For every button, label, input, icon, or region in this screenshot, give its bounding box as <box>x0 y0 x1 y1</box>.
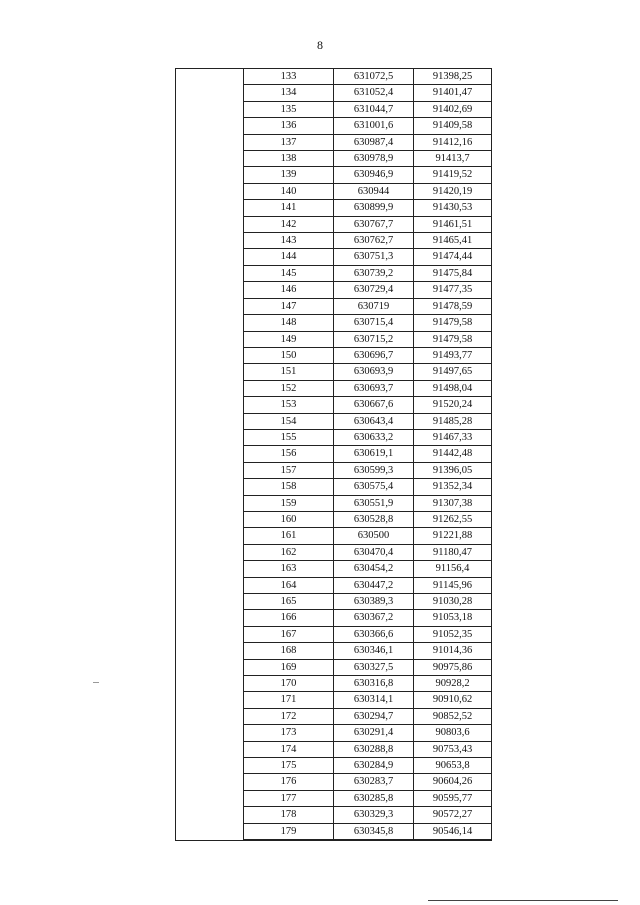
y-coordinate-cell: 91461,51 <box>414 216 492 232</box>
x-coordinate-cell: 630978,9 <box>334 151 414 167</box>
y-coordinate-cell: 90753,43 <box>414 741 492 757</box>
y-coordinate-cell: 90910,62 <box>414 692 492 708</box>
point-number-cell: 171 <box>244 692 334 708</box>
x-coordinate-cell: 631044,7 <box>334 101 414 117</box>
point-number-cell: 141 <box>244 200 334 216</box>
x-coordinate-cell: 630946,9 <box>334 167 414 183</box>
point-number-cell: 146 <box>244 282 334 298</box>
y-coordinate-cell: 90546,14 <box>414 823 492 840</box>
point-number-cell: 168 <box>244 643 334 659</box>
y-coordinate-cell: 91497,65 <box>414 364 492 380</box>
x-coordinate-cell: 630294,7 <box>334 708 414 724</box>
y-coordinate-cell: 91478,59 <box>414 298 492 314</box>
y-coordinate-cell: 91307,38 <box>414 495 492 511</box>
x-coordinate-cell: 630288,8 <box>334 741 414 757</box>
point-number-cell: 157 <box>244 462 334 478</box>
y-coordinate-cell: 91156,4 <box>414 561 492 577</box>
x-coordinate-cell: 630389,3 <box>334 594 414 610</box>
y-coordinate-cell: 90928,2 <box>414 676 492 692</box>
point-number-cell: 162 <box>244 544 334 560</box>
point-number-cell: 144 <box>244 249 334 265</box>
footer-rule <box>428 900 618 901</box>
x-coordinate-cell: 630729,4 <box>334 282 414 298</box>
y-coordinate-cell: 91467,33 <box>414 429 492 445</box>
y-coordinate-cell: 91465,41 <box>414 233 492 249</box>
point-number-cell: 177 <box>244 790 334 806</box>
y-coordinate-cell: 91485,28 <box>414 413 492 429</box>
x-coordinate-cell: 630575,4 <box>334 479 414 495</box>
x-coordinate-cell: 630696,7 <box>334 347 414 363</box>
x-coordinate-cell: 630314,1 <box>334 692 414 708</box>
y-coordinate-cell: 91413,7 <box>414 151 492 167</box>
y-coordinate-cell: 91430,53 <box>414 200 492 216</box>
point-number-cell: 152 <box>244 380 334 396</box>
point-number-cell: 169 <box>244 659 334 675</box>
point-number-cell: 134 <box>244 85 334 101</box>
y-coordinate-cell: 91419,52 <box>414 167 492 183</box>
x-coordinate-cell: 630751,3 <box>334 249 414 265</box>
point-number-cell: 176 <box>244 774 334 790</box>
point-number-cell: 147 <box>244 298 334 314</box>
x-coordinate-cell: 630329,3 <box>334 807 414 823</box>
point-number-cell: 149 <box>244 331 334 347</box>
y-coordinate-cell: 91402,69 <box>414 101 492 117</box>
point-number-cell: 179 <box>244 823 334 840</box>
point-number-cell: 167 <box>244 626 334 642</box>
x-coordinate-cell: 631001,6 <box>334 118 414 134</box>
y-coordinate-cell: 91053,18 <box>414 610 492 626</box>
point-number-cell: 173 <box>244 725 334 741</box>
point-number-cell: 178 <box>244 807 334 823</box>
point-number-cell: 153 <box>244 397 334 413</box>
x-coordinate-cell: 630345,8 <box>334 823 414 840</box>
x-coordinate-cell: 630693,7 <box>334 380 414 396</box>
y-coordinate-cell: 91420,19 <box>414 183 492 199</box>
y-coordinate-cell: 91396,05 <box>414 462 492 478</box>
y-coordinate-cell: 90604,26 <box>414 774 492 790</box>
y-coordinate-cell: 90653,8 <box>414 758 492 774</box>
point-number-cell: 154 <box>244 413 334 429</box>
x-coordinate-cell: 630346,1 <box>334 643 414 659</box>
point-number-cell: 155 <box>244 429 334 445</box>
point-number-cell: 143 <box>244 233 334 249</box>
y-coordinate-cell: 91030,28 <box>414 594 492 610</box>
point-number-cell: 175 <box>244 758 334 774</box>
x-coordinate-cell: 630715,2 <box>334 331 414 347</box>
x-coordinate-cell: 630599,3 <box>334 462 414 478</box>
y-coordinate-cell: 91052,35 <box>414 626 492 642</box>
x-coordinate-cell: 630500 <box>334 528 414 544</box>
page-number: 8 <box>317 38 323 52</box>
x-coordinate-cell: 630633,2 <box>334 429 414 445</box>
x-coordinate-cell: 630667,6 <box>334 397 414 413</box>
x-coordinate-cell: 630715,4 <box>334 315 414 331</box>
point-number-cell: 158 <box>244 479 334 495</box>
y-coordinate-cell: 91493,77 <box>414 347 492 363</box>
coordinates-table-body <box>176 69 492 841</box>
y-coordinate-cell: 91398,25 <box>414 69 492 85</box>
x-coordinate-cell: 630987,4 <box>334 134 414 150</box>
point-number-cell: 140 <box>244 183 334 199</box>
x-coordinate-cell: 630767,7 <box>334 216 414 232</box>
point-number-cell: 156 <box>244 446 334 462</box>
y-coordinate-cell: 91520,24 <box>414 397 492 413</box>
y-coordinate-cell: 91401,47 <box>414 85 492 101</box>
point-number-cell: 148 <box>244 315 334 331</box>
y-coordinate-cell: 90852,52 <box>414 708 492 724</box>
point-number-cell: 151 <box>244 364 334 380</box>
point-number-cell: 163 <box>244 561 334 577</box>
x-coordinate-cell: 630285,8 <box>334 790 414 806</box>
y-coordinate-cell: 90975,86 <box>414 659 492 675</box>
x-coordinate-cell: 630291,4 <box>334 725 414 741</box>
x-coordinate-cell: 631052,4 <box>334 85 414 101</box>
x-coordinate-cell: 630366,6 <box>334 626 414 642</box>
y-coordinate-cell: 91409,58 <box>414 118 492 134</box>
x-coordinate-cell: 630447,2 <box>334 577 414 593</box>
x-coordinate-cell: 630619,1 <box>334 446 414 462</box>
point-number-cell: 136 <box>244 118 334 134</box>
x-coordinate-cell: 630454,2 <box>334 561 414 577</box>
x-coordinate-cell: 630693,9 <box>334 364 414 380</box>
y-coordinate-cell: 91221,88 <box>414 528 492 544</box>
y-coordinate-cell: 91262,55 <box>414 511 492 527</box>
y-coordinate-cell: 90803,6 <box>414 725 492 741</box>
y-coordinate-cell: 91145,96 <box>414 577 492 593</box>
point-number-cell: 138 <box>244 151 334 167</box>
x-coordinate-cell: 630643,4 <box>334 413 414 429</box>
x-coordinate-cell: 630719 <box>334 298 414 314</box>
y-coordinate-cell: 91479,58 <box>414 331 492 347</box>
y-coordinate-cell: 90595,77 <box>414 790 492 806</box>
point-number-cell: 160 <box>244 511 334 527</box>
point-number-cell: 135 <box>244 101 334 117</box>
y-coordinate-cell: 91352,34 <box>414 479 492 495</box>
x-coordinate-cell: 630899,9 <box>334 200 414 216</box>
x-coordinate-cell: 631072,5 <box>334 69 414 85</box>
coordinates-table <box>175 68 492 841</box>
x-coordinate-cell: 630739,2 <box>334 265 414 281</box>
y-coordinate-cell: 91477,35 <box>414 282 492 298</box>
x-coordinate-cell: 630283,7 <box>334 774 414 790</box>
point-number-cell: 142 <box>244 216 334 232</box>
y-coordinate-cell: 91014,36 <box>414 643 492 659</box>
point-number-cell: 165 <box>244 594 334 610</box>
x-coordinate-cell: 630528,8 <box>334 511 414 527</box>
x-coordinate-cell: 630470,4 <box>334 544 414 560</box>
y-coordinate-cell: 91474,44 <box>414 249 492 265</box>
y-coordinate-cell: 91412,16 <box>414 134 492 150</box>
x-coordinate-cell: 630327,5 <box>334 659 414 675</box>
table-row <box>176 69 492 85</box>
point-number-cell: 145 <box>244 265 334 281</box>
x-coordinate-cell: 630551,9 <box>334 495 414 511</box>
margin-mark <box>93 682 99 683</box>
y-coordinate-cell: 91475,84 <box>414 265 492 281</box>
x-coordinate-cell: 630944 <box>334 183 414 199</box>
x-coordinate-cell: 630367,2 <box>334 610 414 626</box>
point-number-cell: 159 <box>244 495 334 511</box>
point-number-cell: 150 <box>244 347 334 363</box>
x-coordinate-cell: 630762,7 <box>334 233 414 249</box>
point-number-cell: 170 <box>244 676 334 692</box>
point-number-cell: 137 <box>244 134 334 150</box>
x-coordinate-cell: 630284,9 <box>334 758 414 774</box>
point-number-cell: 174 <box>244 741 334 757</box>
point-number-cell: 139 <box>244 167 334 183</box>
y-coordinate-cell: 91442,48 <box>414 446 492 462</box>
y-coordinate-cell: 91180,47 <box>414 544 492 560</box>
point-number-cell: 172 <box>244 708 334 724</box>
y-coordinate-cell: 91479,58 <box>414 315 492 331</box>
y-coordinate-cell: 91498,04 <box>414 380 492 396</box>
point-number-cell: 164 <box>244 577 334 593</box>
point-number-cell: 133 <box>244 69 334 85</box>
section-name-cell <box>176 69 244 841</box>
point-number-cell: 161 <box>244 528 334 544</box>
x-coordinate-cell: 630316,8 <box>334 676 414 692</box>
point-number-cell: 166 <box>244 610 334 626</box>
y-coordinate-cell: 90572,27 <box>414 807 492 823</box>
